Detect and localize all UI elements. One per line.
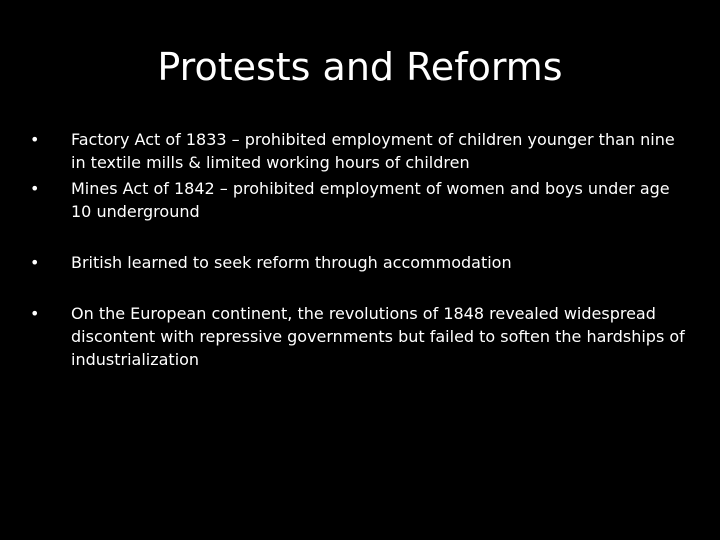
slide-title: Protests and Reforms	[157, 45, 563, 89]
bullet-text: On the European continent, the revolutions of 1848 revealed widespread discontent with repressive governments but failed to soften the hardships of industrialization	[71, 304, 685, 369]
bullet-item	[30, 251, 690, 274]
bullet-text: Mines Act of 1842 – prohibited employment of women and boys under age 10 underground	[71, 179, 670, 221]
bullet-text: British learned to seek reform through accommodation	[71, 253, 512, 272]
bullet-icon: •	[30, 304, 40, 323]
bullet-icon: •	[30, 179, 40, 198]
bullet-item	[30, 128, 690, 174]
bullet-list	[30, 128, 690, 371]
bullet-icon: •	[30, 253, 40, 272]
bullet-icon: •	[30, 130, 40, 149]
bullet-item	[30, 177, 690, 223]
bullet-item	[30, 302, 690, 371]
bullet-text: Factory Act of 1833 – prohibited employment of children younger than nine in textile mills & limited working hours of children	[71, 130, 675, 172]
